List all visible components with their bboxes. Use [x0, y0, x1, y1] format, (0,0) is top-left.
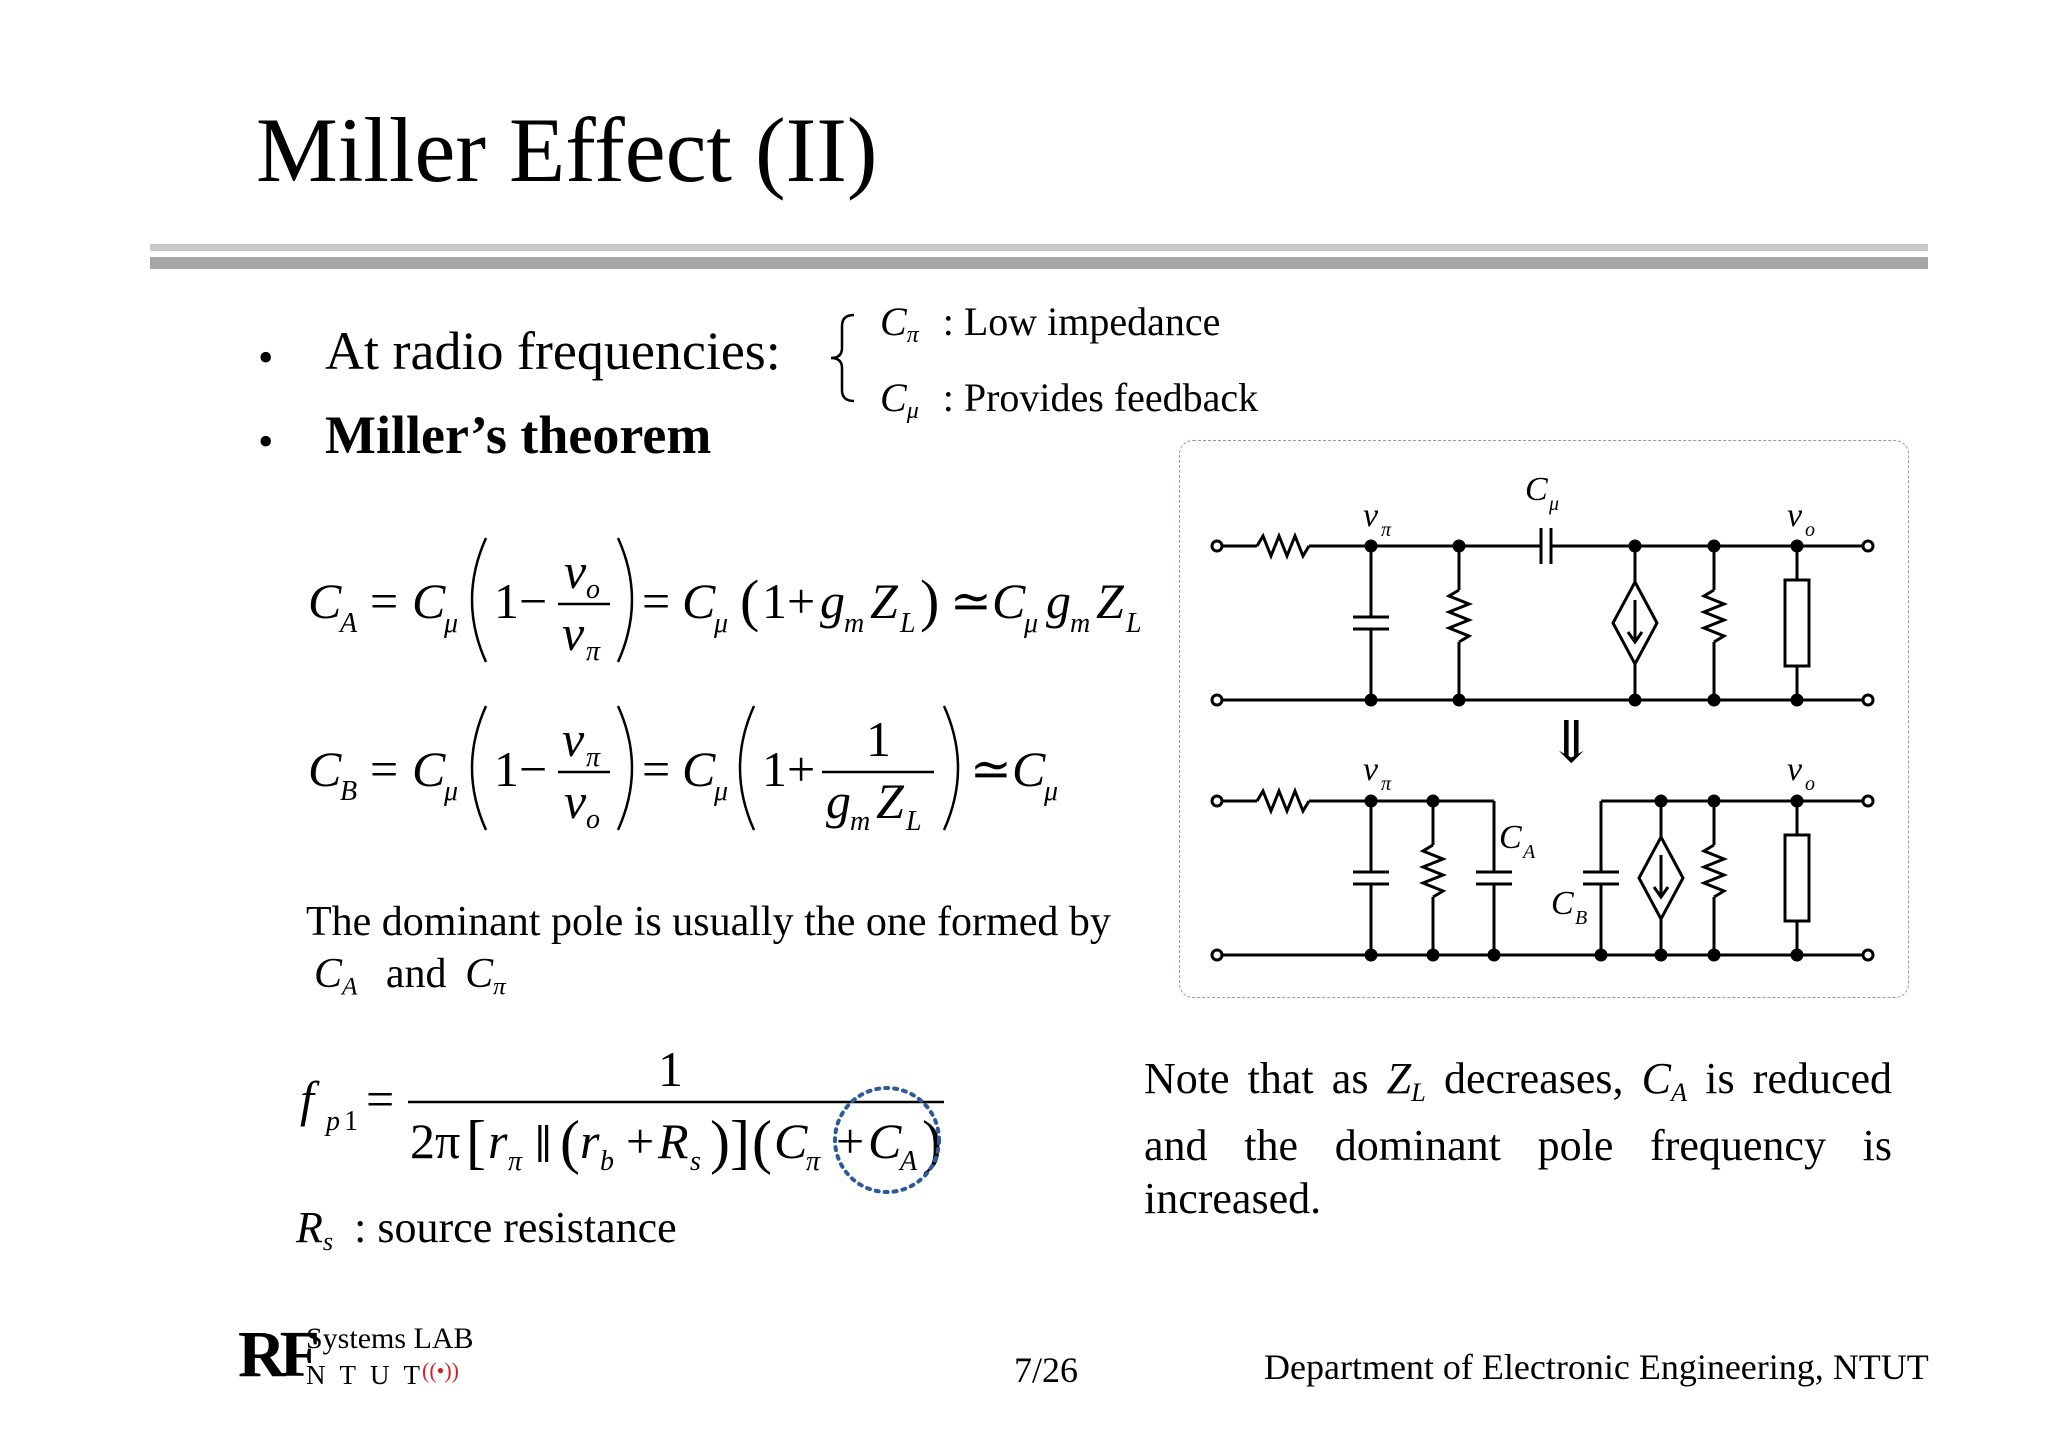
- label-v-o-bottom: v: [1787, 751, 1803, 788]
- label-c-mu: C: [1525, 471, 1548, 508]
- footer-department: Department of Electronic Engineering, NTUT: [1264, 1347, 1929, 1387]
- svg-text:m: m: [1070, 608, 1091, 639]
- svg-text:μ: μ: [714, 608, 729, 639]
- note-part2: decreases,: [1443, 1054, 1624, 1103]
- label-v-pi-bottom: v: [1363, 751, 1379, 788]
- svg-text:C: C: [682, 573, 716, 629]
- svg-text:B: B: [340, 776, 358, 807]
- ca-symbol: C: [314, 951, 343, 997]
- note-part1: Note that as: [1144, 1054, 1369, 1103]
- label-c-a-sub: A: [1523, 841, 1536, 863]
- c-mu-subscript: μ: [906, 398, 919, 425]
- label-c-b-sub: B: [1575, 907, 1588, 929]
- svg-text:g: g: [826, 773, 851, 829]
- svg-text:m: m: [850, 806, 871, 837]
- label-v-o-top-sub: o: [1805, 519, 1815, 541]
- svg-text:1+: 1+: [762, 741, 816, 797]
- bullet-millers-theorem: Miller’s theorem: [325, 405, 712, 465]
- slide-title: Miller Effect (II): [256, 99, 878, 201]
- svg-text:Z: Z: [876, 773, 904, 829]
- svg-text:L: L: [900, 608, 916, 639]
- logo-ntut: NTUT: [306, 1360, 434, 1390]
- svg-text:π: π: [586, 636, 601, 667]
- page-number: 7/26: [1014, 1350, 1079, 1390]
- and-word: and: [385, 951, 447, 997]
- svg-text:=: =: [642, 741, 671, 797]
- note-paragraph: [1144, 1052, 1892, 1225]
- svg-text:2π: 2π: [410, 1113, 461, 1169]
- svg-text:): ): [920, 568, 940, 633]
- svg-text:L: L: [906, 806, 922, 837]
- svg-text:]: ]: [730, 1109, 750, 1175]
- svg-text:=: =: [642, 573, 671, 629]
- c-pi-subscript: π: [906, 322, 919, 349]
- svg-text:Z: Z: [870, 573, 898, 629]
- title-rule-dark: [150, 257, 1928, 269]
- svg-text:C: C: [308, 741, 342, 797]
- logo-wave-icon: ((•)): [422, 1358, 460, 1383]
- c-pi-symbol: C: [880, 299, 907, 344]
- label-v-pi-top: v: [1363, 497, 1379, 534]
- svg-text:C: C: [412, 573, 446, 629]
- svg-text:∥: ∥: [534, 1122, 553, 1167]
- svg-text:π: π: [508, 1146, 523, 1177]
- svg-text:1: 1: [658, 1041, 683, 1097]
- note-part3: is reduced and the dominant pole frequency is increased.: [1144, 1054, 1893, 1223]
- equation-ca: [298, 520, 1168, 680]
- cpi-subscript: π: [493, 973, 506, 1001]
- rf-logo: RF: [238, 1318, 314, 1391]
- equation-cb: [298, 688, 1118, 848]
- rs-description: : source resistance: [354, 1203, 677, 1252]
- svg-text:C: C: [308, 573, 342, 629]
- svg-text:L: L: [1126, 608, 1142, 639]
- c-mu-description: : Provides feedback: [942, 375, 1259, 420]
- note-ca-subscript: A: [1671, 1076, 1688, 1107]
- dominant-pole-line2: [314, 948, 506, 1004]
- rs-note: [296, 1200, 677, 1259]
- svg-text:v: v: [564, 543, 587, 599]
- svg-text:f: f: [300, 1071, 314, 1127]
- svg-text:=: =: [366, 1071, 395, 1127]
- svg-text:A: A: [900, 1146, 918, 1177]
- note-zl-symbol: Z: [1386, 1054, 1412, 1103]
- c-mu-symbol: C: [880, 375, 907, 420]
- equation-fp1: [290, 1030, 970, 1200]
- note-ca-symbol: C: [1641, 1054, 1672, 1103]
- label-c-a: C: [1499, 819, 1522, 856]
- svg-text:π: π: [806, 1146, 821, 1177]
- svg-text:): ): [922, 1109, 942, 1175]
- svg-text:g: g: [1046, 573, 1071, 629]
- bullet-marker: •: [258, 333, 274, 382]
- label-v-pi-bottom-sub: π: [1381, 773, 1392, 795]
- svg-text:o: o: [586, 804, 600, 835]
- svg-text:): ): [710, 1109, 730, 1175]
- svg-text:R: R: [658, 1113, 689, 1169]
- svg-text:1: 1: [866, 711, 891, 767]
- svg-text:C: C: [992, 573, 1026, 629]
- svg-text:C: C: [868, 1113, 902, 1169]
- svg-text:v: v: [564, 773, 587, 829]
- svg-text:1−: 1−: [494, 573, 548, 629]
- svg-text:μ: μ: [1044, 776, 1059, 807]
- svg-text:m: m: [844, 608, 865, 639]
- bullet-radio-frequencies: At radio frequencies:: [325, 321, 781, 381]
- svg-text:(: (: [560, 1109, 580, 1175]
- svg-text:≃: ≃: [950, 573, 992, 629]
- cpi-symbol: C: [465, 951, 494, 997]
- svg-text:=: =: [370, 741, 399, 797]
- rs-symbol: R: [296, 1203, 323, 1252]
- ca-subscript: A: [342, 973, 358, 1001]
- svg-text:(: (: [740, 568, 760, 633]
- brace-item-c-mu: [880, 374, 1258, 425]
- label-v-pi-top-sub: π: [1381, 519, 1392, 541]
- label-c-b: C: [1551, 885, 1574, 922]
- svg-text:1: 1: [344, 1106, 358, 1137]
- label-v-o-top: v: [1787, 497, 1803, 534]
- logo-systems-lab: Systems LAB: [306, 1322, 474, 1355]
- svg-text:C: C: [1012, 741, 1046, 797]
- svg-text:+: +: [626, 1113, 655, 1169]
- svg-text:s: s: [690, 1146, 701, 1177]
- bullet-marker: •: [258, 417, 274, 466]
- svg-text:C: C: [412, 741, 446, 797]
- svg-text:=: =: [370, 573, 399, 629]
- rs-subscript: s: [322, 1225, 334, 1256]
- note-zl-subscript: L: [1411, 1076, 1426, 1107]
- svg-text:μ: μ: [444, 776, 459, 807]
- label-v-o-bottom-sub: o: [1805, 773, 1815, 795]
- circuit-diagram: [1179, 440, 1909, 998]
- svg-text:g: g: [820, 573, 845, 629]
- svg-text:r: r: [580, 1113, 600, 1169]
- svg-text:v: v: [562, 711, 585, 767]
- svg-text:≃: ≃: [970, 741, 1012, 797]
- curly-brace: [828, 312, 858, 404]
- svg-text:π: π: [586, 742, 601, 773]
- svg-text:1−: 1−: [494, 741, 548, 797]
- c-pi-description: : Low impedance: [942, 299, 1221, 344]
- transform-arrow-icon: ⇓: [1547, 710, 1596, 775]
- svg-text:Z: Z: [1096, 573, 1124, 629]
- dominant-pole-line1: The dominant pole is usually the one formed by: [306, 899, 1111, 945]
- svg-text:μ: μ: [1024, 608, 1039, 639]
- svg-text:C: C: [682, 741, 716, 797]
- svg-text:C: C: [774, 1113, 808, 1169]
- svg-text:o: o: [586, 574, 600, 605]
- title-rule-light: [150, 244, 1928, 251]
- svg-text:+: +: [836, 1113, 865, 1169]
- svg-text:[: [: [466, 1109, 486, 1175]
- svg-text:μ: μ: [444, 608, 459, 639]
- svg-text:μ: μ: [714, 776, 729, 807]
- label-c-mu-sub: μ: [1549, 493, 1560, 515]
- brace-item-c-pi: [880, 298, 1220, 349]
- svg-text:(: (: [752, 1109, 772, 1175]
- svg-text:1+: 1+: [762, 573, 816, 629]
- svg-text:p: p: [326, 1106, 340, 1137]
- svg-text:r: r: [488, 1113, 508, 1169]
- svg-text:A: A: [340, 608, 358, 639]
- svg-text:b: b: [600, 1146, 614, 1177]
- svg-text:v: v: [562, 605, 585, 661]
